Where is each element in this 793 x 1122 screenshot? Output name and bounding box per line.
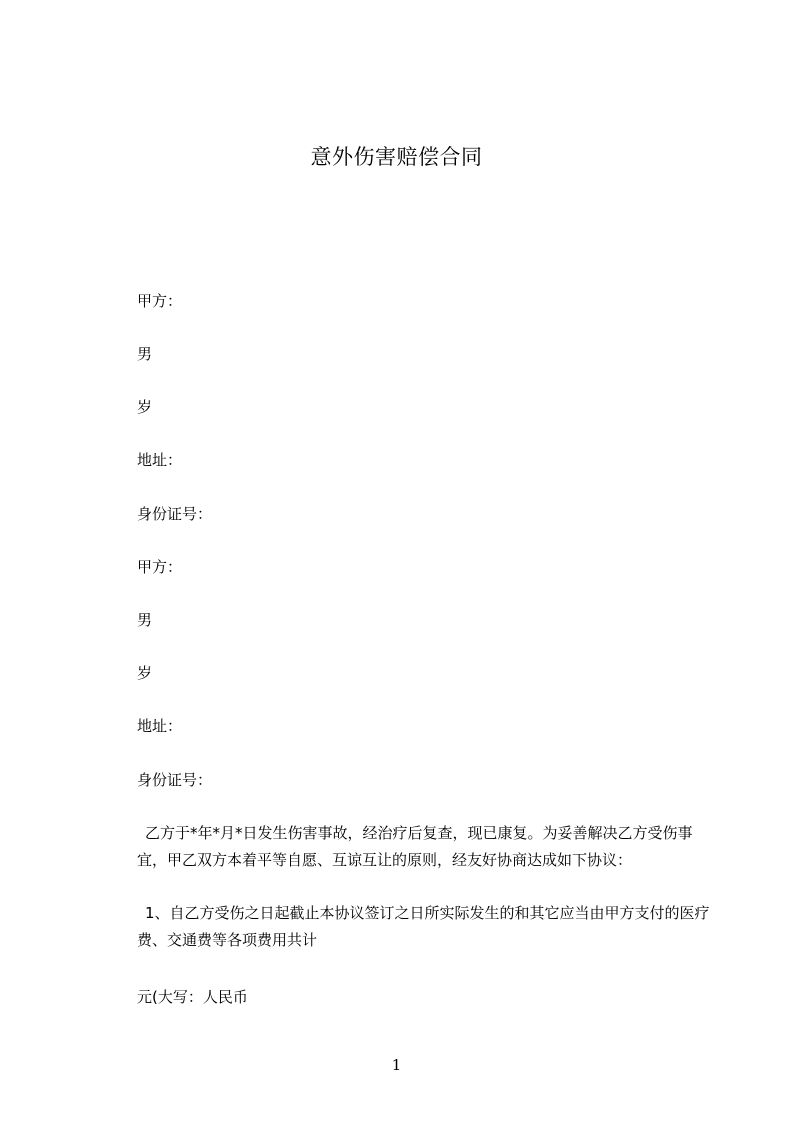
party-a-age: 岁: [137, 398, 153, 416]
amount-line: 元(大写：人民币: [137, 988, 248, 1006]
party-a-second-age: 岁: [137, 664, 153, 682]
party-a-id-number: 身份证号：: [137, 505, 213, 523]
document-title: 意外伤害赔偿合同: [310, 145, 483, 169]
clause-1-paragraph: 1、自乙方受伤之日起截止本协议签订之日所实际发生的和其它应当由甲方支付的医疗费、交通费等各项费用共计: [137, 904, 710, 949]
party-a-second-address: 地址：: [137, 717, 183, 735]
party-a-second-id-number: 身份证号：: [137, 771, 213, 789]
party-a-second-label: 甲方：: [137, 558, 183, 576]
page-number: 1: [391, 1056, 402, 1074]
intro-paragraph: 乙方于*年*月*日发生伤害事故，经治疗后复查，现已康复。为妥善解决乙方受伤事宜，甲乙双方本着平等自愿、互谅互让的原则，经友好协商达成如下协议：: [137, 824, 693, 869]
party-a-second-gender: 男: [137, 611, 153, 629]
party-a-address: 地址：: [137, 451, 183, 469]
party-a-gender: 男: [137, 345, 153, 363]
party-a-label: 甲方：: [137, 292, 183, 310]
